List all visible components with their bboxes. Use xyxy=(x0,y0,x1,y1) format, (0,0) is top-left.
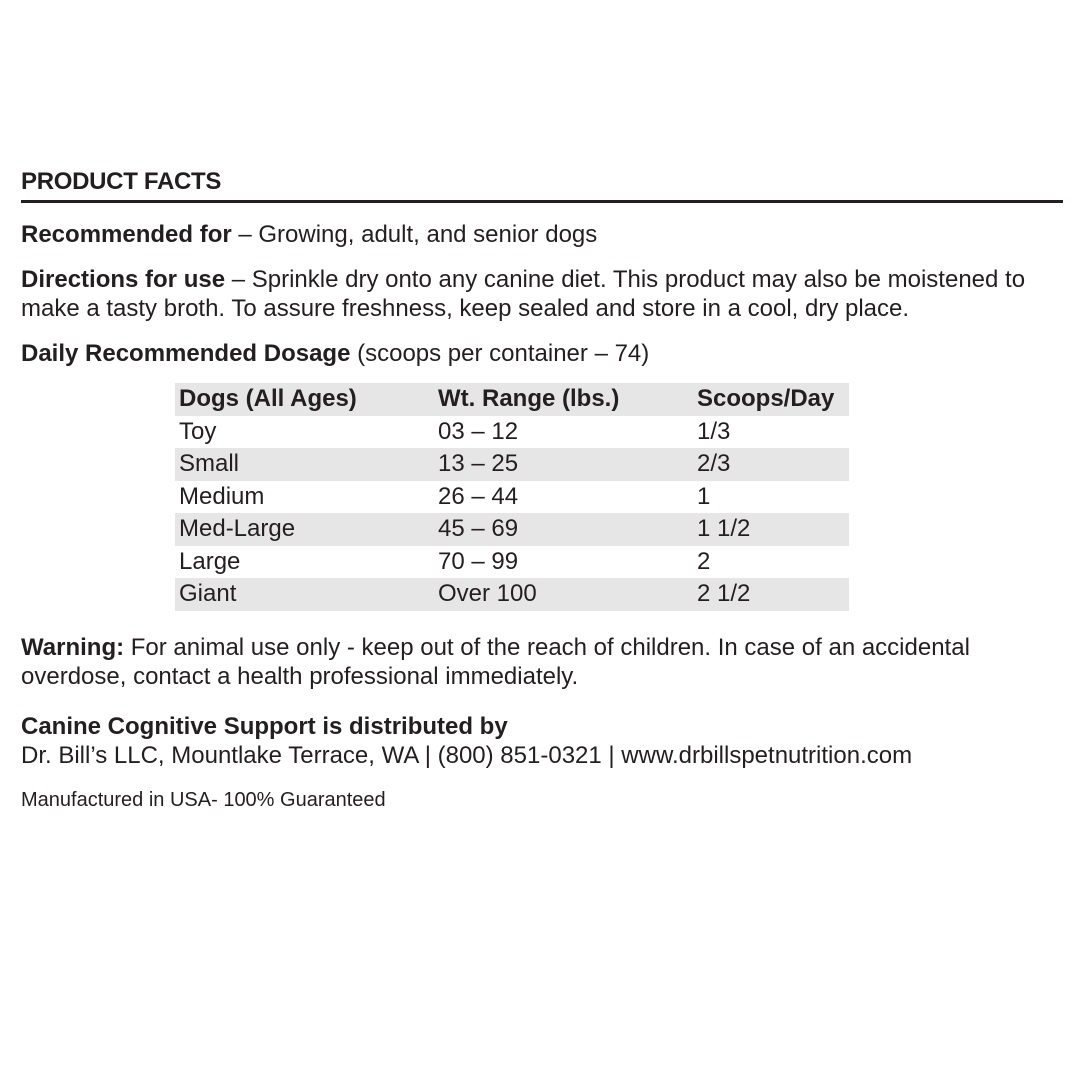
dog-size-cell: Small xyxy=(179,450,240,478)
product-facts-heading: PRODUCT FACTS xyxy=(21,167,1063,203)
dog-size-cell: Large xyxy=(179,547,241,575)
table-row xyxy=(175,448,849,481)
distributor-paragraph xyxy=(21,712,1063,770)
distributor-contact: Dr. Bill’s LLC, Mountlake Terrace, WA | (800) 851-0321 | www.drbillspetnutrition.com xyxy=(21,741,913,769)
recommended-for-label: Recommended for xyxy=(21,221,232,248)
weight-range-cell: 26 – 44 xyxy=(438,482,519,510)
weight-range-cell: 13 – 25 xyxy=(438,450,519,478)
dog-size-cell: Medium xyxy=(179,482,265,510)
column-header-dogs: Dogs (All Ages) xyxy=(179,385,357,413)
dog-size-cell: Giant xyxy=(179,580,237,608)
column-header-scoops: Scoops/Day xyxy=(697,385,835,413)
warning-text: For animal use only - keep out of the reach of children. In case of an accidental overdose, contact a health professional immediately. xyxy=(21,633,970,690)
directions-label: Directions for use xyxy=(21,266,226,293)
table-header-row xyxy=(175,383,849,416)
weight-range-cell: 70 – 99 xyxy=(438,547,519,575)
scoops-cell: 1 1/2 xyxy=(697,515,751,543)
column-header-weight: Wt. Range (lbs.) xyxy=(438,385,620,413)
table-row xyxy=(175,513,849,546)
weight-range-cell: Over 100 xyxy=(438,580,537,608)
dog-size-cell: Med-Large xyxy=(179,515,296,543)
table-row xyxy=(175,481,849,514)
scoops-cell: 2/3 xyxy=(697,450,731,478)
warning-label: Warning: xyxy=(21,633,125,661)
manufactured-note: Manufactured in USA- 100% Guaranteed xyxy=(21,788,386,811)
warning-paragraph xyxy=(21,633,1063,691)
scoops-cell: 2 1/2 xyxy=(697,580,751,608)
table-row xyxy=(175,578,849,611)
weight-range-cell: 45 – 69 xyxy=(438,515,519,543)
directions-text: – Sprinkle dry onto any canine diet. This product may also be moistened to make a tasty broth. To assure freshness, keep sealed and store in a cool, dry place. xyxy=(21,266,1026,322)
dog-size-cell: Toy xyxy=(179,417,217,445)
recommended-for-paragraph xyxy=(21,220,1063,249)
weight-range-cell: 03 – 12 xyxy=(438,417,519,445)
directions-paragraph xyxy=(21,265,1063,323)
table-row xyxy=(175,416,849,449)
dosage-label: Daily Recommended Dosage xyxy=(21,340,351,367)
dosage-table xyxy=(175,383,849,611)
table-row xyxy=(175,546,849,579)
distributor-label: Canine Cognitive Support is distributed by xyxy=(21,712,508,740)
dosage-text: (scoops per container – 74) xyxy=(350,340,650,367)
product-facts-panel xyxy=(21,167,1063,813)
dosage-paragraph xyxy=(21,339,1063,368)
scoops-cell: 2 xyxy=(697,547,711,575)
scoops-cell: 1 xyxy=(697,482,711,510)
recommended-for-text: – Growing, adult, and senior dogs xyxy=(231,221,598,248)
scoops-cell: 1/3 xyxy=(697,417,731,445)
